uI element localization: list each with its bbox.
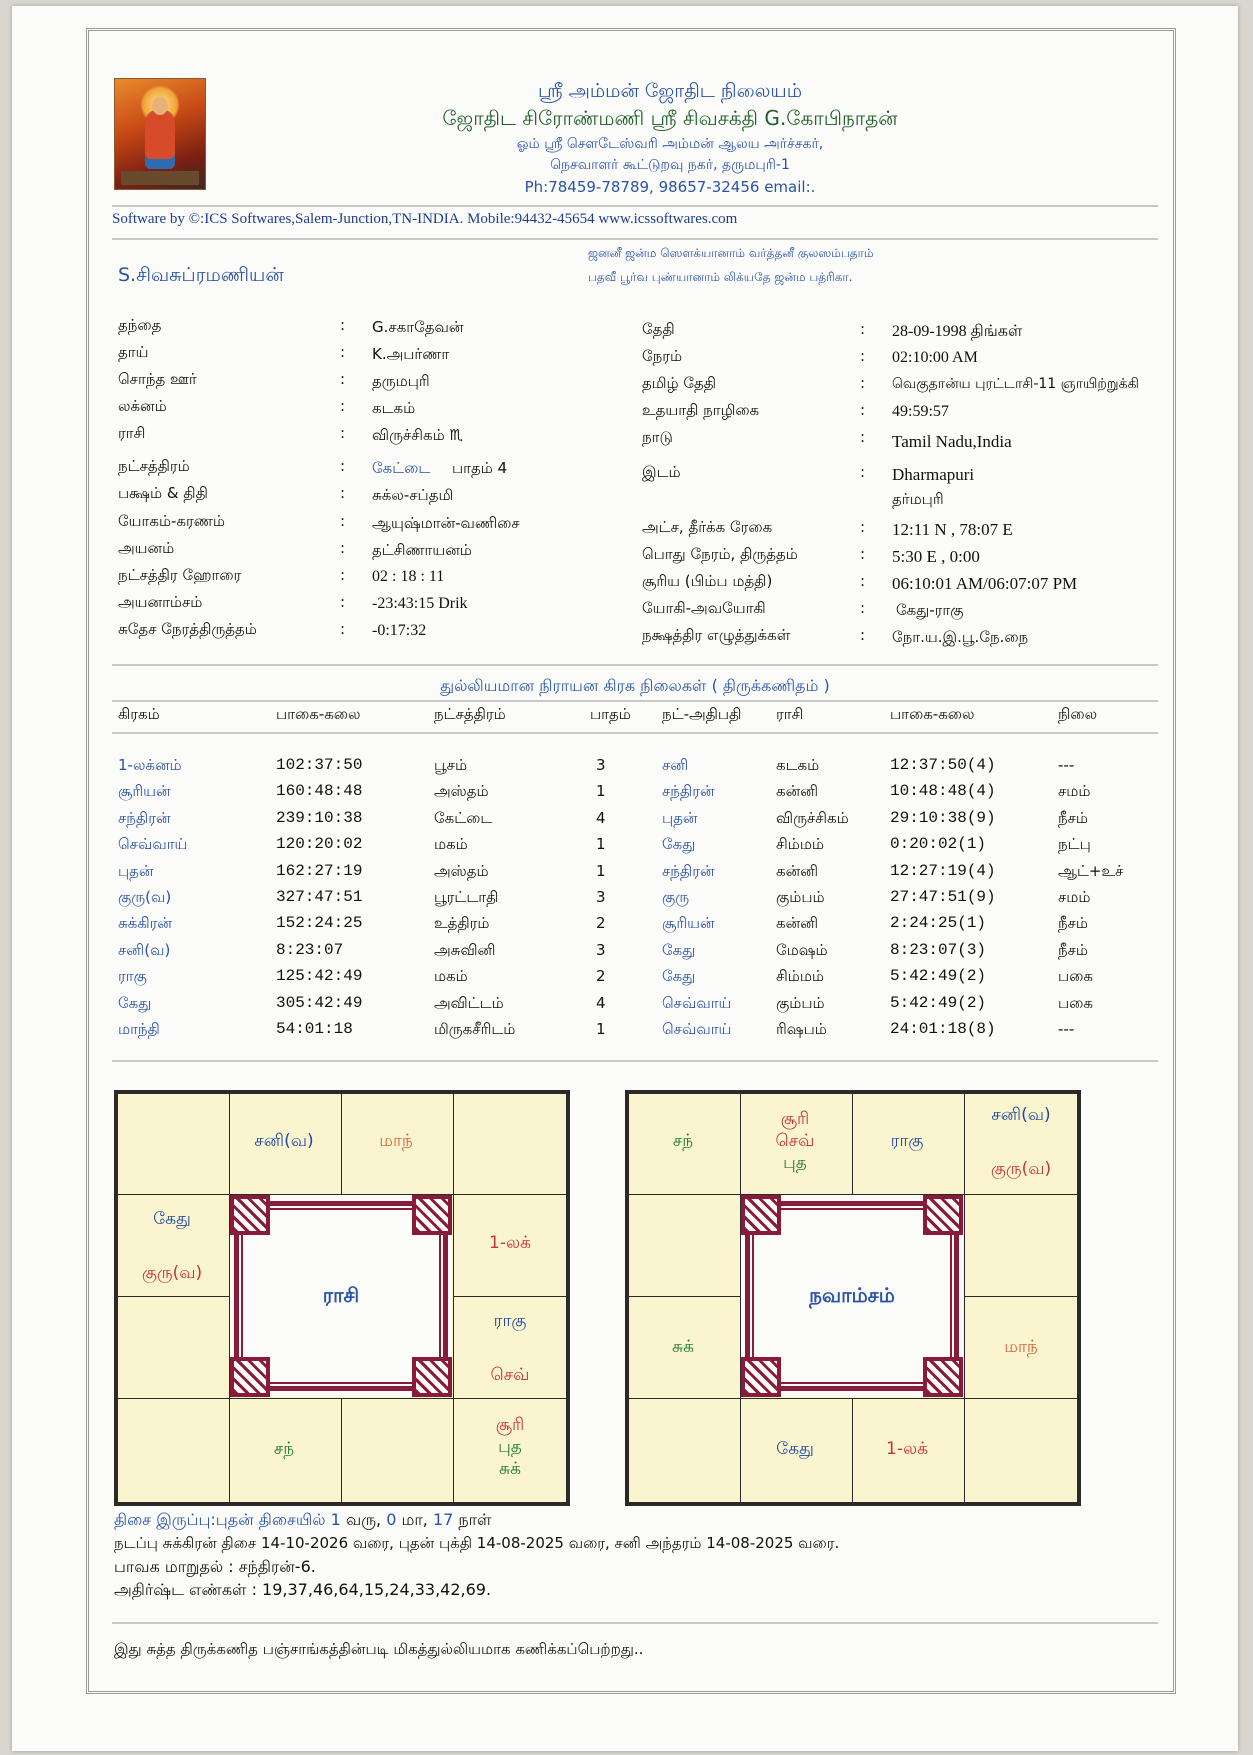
detail-label: சூரிய (பிம்ப மத்தி)	[642, 572, 773, 590]
planet-table-cell: நீசம்	[1058, 940, 1088, 959]
rasi-house-planet: ராகு	[493, 1311, 527, 1331]
planet-table-cell: புதன்	[118, 861, 154, 880]
rasi-house-planet: சனி(வ)	[254, 1131, 314, 1151]
detail-value: தருமபுரி	[372, 372, 430, 390]
detail-colon: :	[860, 572, 866, 590]
planet-table-cell: குரு	[662, 888, 690, 906]
divider	[112, 238, 1158, 240]
rasi-house-planet: குரு(வ)	[141, 1263, 203, 1283]
planet-table-cell: நீசம்	[1058, 914, 1088, 933]
planet-table-cell: 1	[596, 835, 606, 854]
detail-label: நட்சத்திரம்	[118, 457, 190, 475]
planet-table-cell: கடகம்	[776, 756, 820, 774]
detail-value: G.சகாதேவன்	[372, 318, 464, 336]
planet-table-cell: கேட்டை	[434, 808, 493, 827]
planet-table-cell: 10:48:48(4)	[890, 782, 996, 801]
detail-label: சுதேச நேரத்திருத்தம்	[118, 620, 257, 638]
column-header: பாகை-கலை	[890, 705, 975, 723]
header-title: ஸ்ரீ அம்மன் ஜோதிட நிலையம்	[538, 80, 802, 102]
planet-table-cell: நீசம்	[1058, 808, 1088, 827]
planet-table-cell: 0:20:02(1)	[890, 835, 987, 854]
detail-value: நோ.ய.இ.பூ.நே.நை	[892, 628, 1029, 646]
planet-table-cell: 12:27:19(4)	[890, 861, 996, 880]
planet-table-cell: செவ்வாய்	[662, 1020, 732, 1038]
detail-label: நக்ஷத்திர எழுத்துக்கள்	[642, 626, 791, 644]
dasa-balance	[114, 1510, 491, 1531]
detail-value: சுக்ல-சப்தமி	[372, 486, 454, 504]
planet-table-cell: கும்பம்	[776, 888, 825, 906]
rasi-house-planet: மாந்	[379, 1131, 413, 1151]
planet-table-cell: ரிஷபம்	[776, 1020, 827, 1038]
planet-table-cell: மேஷம்	[776, 940, 828, 959]
detail-label: தந்தை	[118, 316, 162, 334]
detail-colon: :	[340, 397, 346, 415]
sloka-line-2: பதவீ பூர்வ புண்யானாம் லிக்யதே ஜன்ம பத்ரிகா.	[588, 270, 853, 284]
navamsa-house-planet: மாந்	[1004, 1337, 1038, 1357]
column-header: பாகை-கலை	[276, 705, 361, 723]
planet-table-cell: 125:42:49	[276, 967, 363, 986]
planet-table-cell: பகை	[1058, 967, 1093, 986]
detail-colon: :	[860, 518, 866, 536]
navamsa-house-planet: குரு(வ)	[990, 1159, 1052, 1179]
navamsa-house-planet: சனி(வ)	[991, 1105, 1051, 1125]
planet-table-cell: சூரியன்	[118, 782, 171, 801]
detail-label: பக்ஷம் & திதி	[118, 484, 208, 502]
rasi-house-planet: சூரி	[495, 1415, 525, 1435]
detail-label: இடம்	[642, 463, 681, 481]
planet-table-cell: கன்னி	[776, 782, 819, 801]
dasa-years-unit: வரு,	[345, 1510, 382, 1529]
divider	[112, 732, 1158, 734]
detail-colon: :	[340, 457, 346, 475]
detail-value: 5:30 E , 0:00	[892, 547, 980, 566]
detail-value: Dharmapuri	[892, 465, 975, 484]
detail-label: சொந்த ஊர்	[118, 370, 197, 388]
detail-label: தமிழ் தேதி	[642, 374, 717, 392]
planet-table-cell: 1	[596, 782, 606, 801]
planet-table-cell: 3	[596, 888, 606, 906]
calculation-note: இது சுத்த திருக்கணித பஞ்சாங்கத்தின்படி மிகத்துல்லியமாக கணிக்கப்பெற்றது..	[114, 1640, 644, 1658]
rasi-house-planet: புத	[498, 1437, 522, 1457]
divider	[112, 700, 1158, 702]
planet-table-cell: பூரட்டாதி	[434, 888, 499, 906]
detail-value: -23:43:15 Drik	[372, 595, 468, 612]
detail-label: நட்சத்திர ஹோரை	[118, 566, 242, 584]
navamsa-house-planet: செவ்	[775, 1131, 815, 1151]
detail-colon: :	[340, 343, 346, 361]
navamsa-house-planet: புத	[783, 1153, 807, 1173]
detail-label: நாடு	[642, 428, 673, 446]
planet-table-cell: கேது	[662, 967, 696, 986]
rasi-house-planet: கேது	[153, 1209, 191, 1229]
detail-colon: :	[340, 370, 346, 388]
detail-colon: :	[860, 320, 866, 338]
rasi-house-planet: சந்	[273, 1439, 295, 1459]
column-header: நிலை	[1058, 705, 1098, 723]
detail-value: கடகம்	[372, 399, 416, 417]
divider	[112, 205, 1158, 207]
planet-table-cell: சந்திரன்	[662, 861, 715, 880]
planet-table-cell: சனி(வ)	[118, 940, 171, 959]
planet-table-cell: 3	[596, 940, 606, 959]
detail-value: Tamil Nadu,India	[892, 432, 1012, 451]
bhava-change: பாவக மாறுதல் : சந்திரன்-6.	[114, 1557, 316, 1576]
planet-table-cell: மிருகசீரிடம்	[434, 1020, 516, 1038]
header-temple: ஓம் ஸ்ரீ சௌடேஸ்வரி அம்மன் ஆலய அர்ச்சகர்,	[516, 136, 824, 152]
planet-table-cell: 5:42:49(2)	[890, 967, 987, 986]
detail-colon: :	[340, 593, 346, 611]
detail-label: பொது நேரம், திருத்தம்	[642, 545, 798, 563]
planet-table-cell: கன்னி	[776, 861, 819, 880]
detail-label: தேதி	[642, 320, 675, 338]
planet-table-cell: 29:10:38(9)	[890, 808, 996, 827]
dasa-prefix: திசை இருப்பு:புதன் திசையில்	[114, 1510, 326, 1529]
detail-colon: :	[340, 424, 346, 442]
divider	[112, 664, 1158, 666]
planet-table-cell: 3	[596, 756, 606, 774]
detail-value: விருச்சிகம் ♏	[372, 426, 463, 444]
planet-table-cell: கும்பம்	[776, 993, 825, 1012]
person-name: S.சிவசுப்ரமணியன்	[118, 264, 284, 286]
detail-label: தாய்	[118, 343, 149, 361]
detail-colon: :	[340, 316, 346, 334]
detail-colon: :	[860, 599, 866, 617]
planet-table-cell: மகம்	[434, 835, 468, 854]
detail-value: 06:10:01 AM/06:07:07 PM	[892, 574, 1078, 593]
planet-table-cell: ---	[1058, 1020, 1075, 1038]
detail-value: கேட்டை	[372, 459, 431, 477]
column-header: நட்சத்திரம்	[434, 705, 506, 723]
detail-colon: :	[860, 401, 866, 419]
planet-table-cell: சிம்மம்	[776, 835, 824, 854]
planet-table-cell: சனி	[662, 756, 689, 774]
detail-label: அயனம்	[118, 539, 175, 557]
detail-colon: :	[860, 463, 866, 481]
planet-table-cell: 1	[596, 1020, 606, 1038]
rasi-chart	[114, 1090, 570, 1506]
planet-table-cell: 160:48:48	[276, 782, 363, 801]
planet-table-cell: செவ்வாய்	[662, 993, 732, 1012]
header-phone: Ph:78459-78789, 98657-32456 email:.	[524, 178, 816, 196]
planet-table-cell: அஸ்தம்	[434, 861, 489, 880]
planet-table-title: துல்லியமான நிராயன கிரக நிலைகள் ( திருக்கணிதம் )	[440, 676, 830, 695]
planet-table-cell: மகம்	[434, 967, 468, 986]
planet-table-cell: அவிட்டம்	[434, 993, 504, 1012]
planet-table-cell: குரு(வ)	[118, 888, 172, 906]
detail-label: நேரம்	[642, 347, 683, 365]
navamsa-house-planet: சூரி	[780, 1109, 810, 1129]
lucky-numbers: அதிர்ஷ்ட எண்கள் : 19,37,46,64,15,24,33,42,69.	[114, 1580, 492, 1599]
planet-table-cell: சந்திரன்	[118, 808, 171, 827]
divider	[112, 1060, 1158, 1062]
planet-table-cell: 152:24:25	[276, 914, 363, 933]
planet-table-cell: 120:20:02	[276, 835, 363, 854]
planet-table-cell: 54:01:18	[276, 1020, 353, 1038]
detail-value: 02 : 18 : 11	[372, 568, 445, 585]
detail-label: உதயாதி நாழிகை	[642, 401, 760, 419]
detail-colon: :	[860, 428, 866, 446]
detail-value: 49:59:57	[892, 403, 949, 420]
planet-table-cell: 1	[596, 861, 606, 880]
planet-table-cell: 4	[596, 993, 606, 1012]
planet-table-cell: சிம்மம்	[776, 967, 824, 986]
current-dasa: நடப்பு சுக்கிரன் திசை 14-10-2026 வரை, புதன் புக்தி 14-08-2025 வரை, சனி அந்தரம் 14-08-2025 வரை.	[114, 1534, 840, 1552]
navamsa-house-planet: கேது	[776, 1439, 814, 1459]
planet-table-cell: 27:47:51(9)	[890, 888, 996, 906]
detail-colon: :	[340, 566, 346, 584]
planet-table-cell: பகை	[1058, 993, 1093, 1012]
planet-table-cell: 12:37:50(4)	[890, 756, 996, 774]
planet-table-cell: 327:47:51	[276, 888, 363, 906]
dasa-years: 1	[330, 1510, 341, 1529]
planet-table-cell: சமம்	[1058, 888, 1091, 906]
detail-colon: :	[340, 539, 346, 557]
planet-table-cell: விருச்சிகம்	[776, 808, 849, 827]
planet-table-cell: 24:01:18(8)	[890, 1020, 996, 1038]
detail-colon: :	[860, 545, 866, 563]
planet-table-cell: ராகு	[118, 967, 147, 986]
dasa-months: 0	[386, 1510, 397, 1529]
detail-colon: :	[860, 626, 866, 644]
dasa-days-unit: நாள்	[458, 1510, 492, 1529]
planet-table-cell: கன்னி	[776, 914, 819, 933]
detail-value: 12:11 N , 78:07 E	[892, 520, 1013, 539]
planet-table-cell: சந்திரன்	[662, 782, 715, 801]
planet-table-cell: 8:23:07(3)	[890, 940, 987, 959]
column-header: பாதம்	[590, 705, 631, 723]
planet-table-cell: சமம்	[1058, 782, 1091, 801]
navamsa-house-planet: சந்	[672, 1131, 694, 1151]
planet-table-cell: 2	[596, 967, 606, 986]
column-header: கிரகம்	[118, 705, 160, 723]
deity-photo	[114, 78, 206, 190]
header-astrologer: ஜோதிட சிரோண்மணி ஸ்ரீ சிவசக்தி G.கோபிநாதன்	[442, 106, 898, 130]
navamsa-chart	[625, 1090, 1081, 1506]
navamsa-house-planet: சுக்	[672, 1337, 694, 1357]
column-header: நட்-அதிபதி	[662, 705, 742, 723]
planet-table-cell: 8:23:07	[276, 940, 344, 959]
detail-colon: :	[340, 484, 346, 502]
dasa-days: 17	[432, 1510, 454, 1529]
dasa-months-unit: மா,	[401, 1510, 428, 1529]
detail-value: -0:17:32	[372, 622, 427, 639]
planet-table-cell: 2:24:25(1)	[890, 914, 987, 933]
divider	[112, 1622, 1158, 1624]
planet-table-cell: செவ்வாய்	[118, 835, 188, 854]
planet-table-cell: சுக்கிரன்	[118, 914, 172, 933]
rasi-title: ராசி	[322, 1283, 360, 1307]
detail-value-tamil: தர்மபுரி	[892, 490, 944, 508]
planet-table-cell: மாந்தி	[118, 1020, 160, 1038]
detail-colon: :	[860, 347, 866, 365]
planet-table-cell: புதன்	[662, 808, 698, 827]
detail-label: ராசி	[118, 424, 146, 442]
detail-value: தட்சிணாயனம்	[372, 541, 472, 559]
planet-table-cell: நட்பு	[1058, 835, 1091, 854]
detail-colon: :	[860, 374, 866, 392]
sloka-line-1: ஜனனீ ஜன்ம ஸௌக்யானாம் வர்த்தனீ குலஸம்பதாம்	[588, 246, 874, 260]
rasi-house-planet: 1-லக்	[489, 1233, 531, 1253]
planet-table-cell: 305:42:49	[276, 993, 363, 1012]
planet-table-cell: அசுவினி	[434, 940, 496, 959]
detail-value: 02:10:00 AM	[892, 349, 978, 366]
planet-table-cell: சூரியன்	[662, 914, 715, 933]
planet-table-cell: 4	[596, 808, 606, 827]
column-header: ராசி	[776, 705, 804, 723]
navamsa-house-planet: ராகு	[890, 1131, 924, 1151]
planet-table-cell: 162:27:19	[276, 861, 363, 880]
planet-table-cell: 239:10:38	[276, 808, 363, 827]
detail-value-pada: பாதம் 4	[452, 459, 508, 477]
detail-label: யோகி-அவயோகி	[642, 599, 766, 617]
rasi-house-planet: சுக்	[499, 1459, 521, 1479]
navamsa-house-planet: 1-லக்	[886, 1439, 928, 1459]
detail-value: வெகுதான்ய புரட்டாசி-11 ஞாயிற்றுக்கி	[892, 376, 1140, 392]
planet-table-cell: ஆட்+உச்	[1058, 861, 1124, 880]
detail-label: யோகம்-கரணம்	[118, 512, 225, 530]
detail-label: அட்ச, தீர்க்க ரேகை	[642, 518, 773, 536]
planet-table-cell: அஸ்தம்	[434, 782, 489, 801]
detail-value: கேது-ராகு	[896, 601, 964, 619]
planet-table-cell: கேது	[118, 993, 152, 1012]
planet-table-cell: கேது	[662, 835, 696, 854]
planet-table-cell: பூசம்	[434, 756, 468, 774]
planet-table-cell: 1-லக்னம்	[118, 756, 182, 774]
detail-colon: :	[340, 620, 346, 638]
planet-table-cell: உத்திரம்	[434, 914, 490, 933]
detail-value: ஆயுஷ்மான்-வணிசை	[372, 514, 520, 532]
planet-table-cell: 102:37:50	[276, 756, 363, 774]
planet-table-cell: கேது	[662, 940, 696, 959]
navamsa-title: நவாம்சம்	[809, 1283, 895, 1307]
software-credit: Software by ©:ICS Softwares,Salem-Junction,TN-INDIA. Mobile:94432-45654 www.icssoftwares.com	[112, 211, 738, 227]
header-address: நெசவாளர் கூட்டுறவு நகர், தருமபுரி-1	[550, 157, 790, 173]
detail-value: 28-09-1998 திங்கள்	[892, 323, 1023, 340]
detail-colon: :	[340, 512, 346, 530]
planet-table-cell: 5:42:49(2)	[890, 993, 987, 1012]
rasi-house-planet: செவ்	[490, 1365, 530, 1385]
detail-label: லக்னம்	[118, 397, 167, 415]
planet-table-cell: ---	[1058, 756, 1075, 774]
detail-label: அயனாம்சம்	[118, 593, 203, 611]
detail-value: K.அபர்ணா	[372, 345, 450, 363]
planet-table-cell: 2	[596, 914, 606, 933]
